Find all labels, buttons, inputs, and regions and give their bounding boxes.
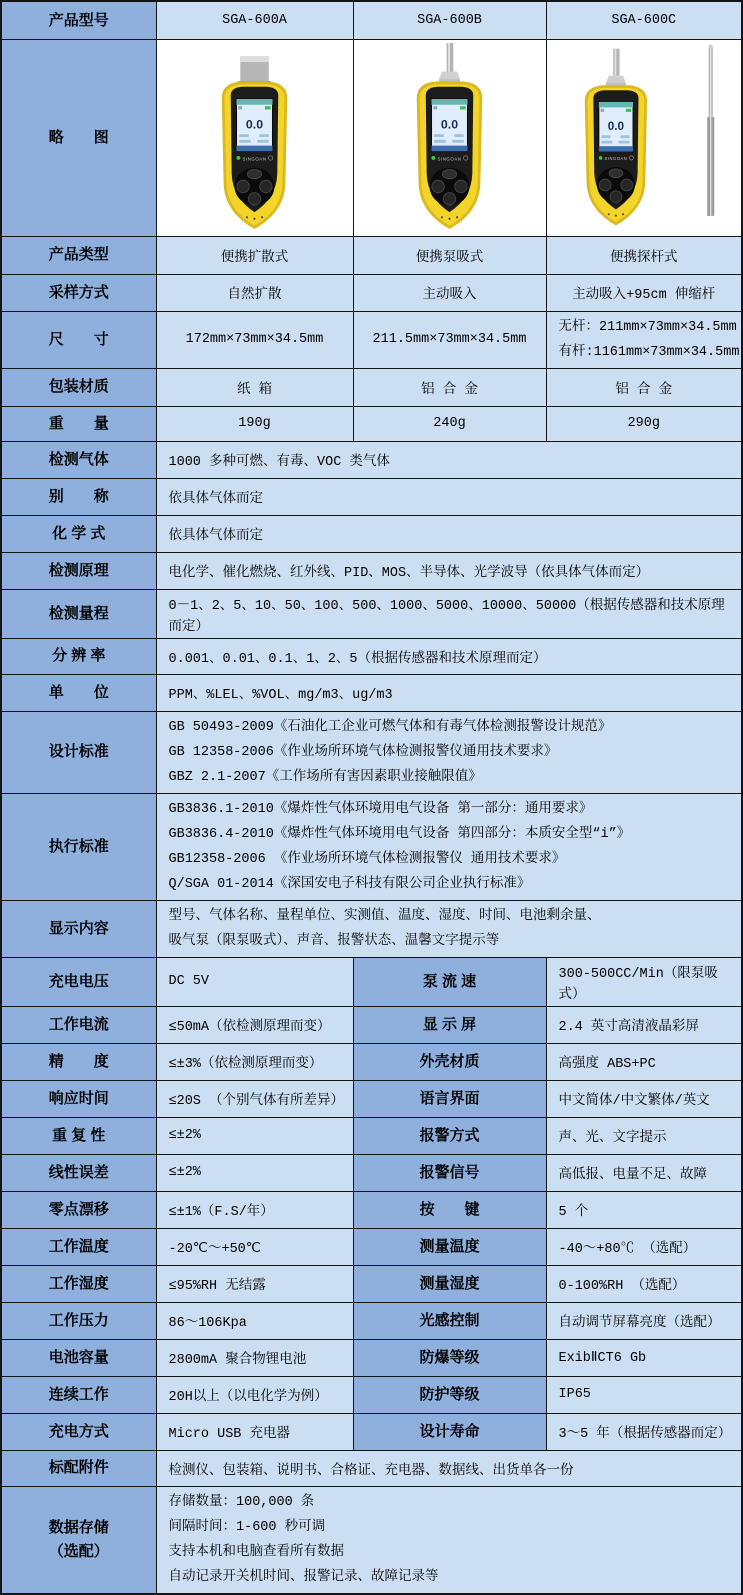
spec-value: 190g [156, 406, 353, 441]
table-row [1, 236, 742, 274]
spec-value: 铝 合 金 [353, 368, 546, 406]
spec-value: GB3836.1-2010《爆炸性气体环境用电气设备 第一部分：通用要求》 GB3836.4-2010《爆炸性气体环境用电气设备 第四部分：本质安全型“i”》 GB12358-2006 《作业场所环境气体检测报警仪 通用技术要求》 Q/SGA 01-2014《深国安电子科技有限公司企业执行标准》 [156, 793, 742, 900]
spec-value: 290g [546, 406, 742, 441]
table-row [1, 674, 742, 711]
svg-text:0.0: 0.0 [245, 117, 264, 131]
table-row [1, 1154, 742, 1191]
spec-value: 高低报、电量不足、故障 [546, 1154, 742, 1191]
spec-value: 便携扩散式 [156, 236, 353, 274]
spec-value: 便携探杆式 [546, 236, 742, 274]
spec-label: 别 称 [1, 478, 156, 515]
spec-value: 检测仪、包装箱、说明书、合格证、充电器、数据线、出货单各一份 [156, 1450, 742, 1486]
table-row [1, 1, 742, 39]
device-illustration [354, 40, 546, 235]
spec-value: ≤50mA（依检测原理而变） [156, 1006, 353, 1043]
product-image-pump [353, 39, 546, 236]
svg-text:SINGOAN: SINGOAN [604, 155, 628, 161]
spec-label: 产品型号 [1, 1, 156, 39]
spec-table-body [1, 1, 742, 1594]
table-row [1, 1339, 742, 1376]
spec-label: 尺 寸 [1, 311, 156, 368]
spec-label: 精 度 [1, 1043, 156, 1080]
spec-label: 线性误差 [1, 1154, 156, 1191]
table-row [1, 1413, 742, 1450]
table-row [1, 552, 742, 589]
spec-label: 防爆等级 [353, 1339, 546, 1376]
svg-text:0.0: 0.0 [440, 117, 459, 131]
spec-label: 连续工作 [1, 1376, 156, 1413]
spec-label: 工作温度 [1, 1228, 156, 1265]
spec-value: PPM、%LEL、%VOL、mg/m3、ug/m3 [156, 674, 742, 711]
spec-value: 5 个 [546, 1191, 742, 1228]
spec-label: 工作电流 [1, 1006, 156, 1043]
spec-value: Micro USB 充电器 [156, 1413, 353, 1450]
spec-value: 主动吸入 [353, 274, 546, 311]
spec-label: 充电方式 [1, 1413, 156, 1450]
table-row [1, 274, 742, 311]
product-image-diffusion [156, 39, 353, 236]
spec-value: 电化学、催化燃烧、红外线、PID、MOS、半导体、光学波导（依具体气体而定） [156, 552, 742, 589]
model-header-sga-600c: SGA-600C [546, 1, 742, 39]
spec-value: 无杆：211mm×73mm×34.5mm 有杆:1161mm×73mm×34.5mm [546, 311, 742, 368]
spec-label: 充电电压 [1, 957, 156, 1006]
table-row [1, 589, 742, 638]
spec-value: ≤20S （个别气体有所差异） [156, 1080, 353, 1117]
spec-value: ≤±2% [156, 1117, 353, 1154]
spec-label: 略 图 [1, 39, 156, 236]
spec-label: 检测原理 [1, 552, 156, 589]
spec-label: 检测量程 [1, 589, 156, 638]
spec-value: 高强度 ABS+PC [546, 1043, 742, 1080]
spec-value: ExibⅡCT6 Gb [546, 1339, 742, 1376]
spec-label: 设计寿命 [353, 1413, 546, 1450]
table-row [1, 39, 742, 236]
table-row [1, 368, 742, 406]
table-row [1, 406, 742, 441]
spec-label: 重 复 性 [1, 1117, 156, 1154]
table-row [1, 1302, 742, 1339]
spec-value: ≤±3%（依检测原理而变） [156, 1043, 353, 1080]
spec-value: 依具体气体而定 [156, 515, 742, 552]
spec-value: 0.001、0.01、0.1、1、2、5（根据传感器和技术原理而定） [156, 638, 742, 674]
table-row [1, 793, 742, 900]
spec-value: 211.5mm×73mm×34.5mm [353, 311, 546, 368]
table-row [1, 1265, 742, 1302]
spec-value: 20H以上（以电化学为例） [156, 1376, 353, 1413]
spec-label: 泵 流 速 [353, 957, 546, 1006]
spec-value: ≤±1%（F.S/年） [156, 1191, 353, 1228]
spec-value: -40～+80℃ （选配） [546, 1228, 742, 1265]
table-row [1, 1376, 742, 1413]
spec-label: 单 位 [1, 674, 156, 711]
spec-value: 声、光、文字提示 [546, 1117, 742, 1154]
gas-detector-device [187, 43, 322, 233]
table-row [1, 478, 742, 515]
spec-value: 0－1、2、5、10、50、100、500、1000、5000、10000、50000（根据传感器和技术原理而定） [156, 589, 742, 638]
spec-value: 3～5 年（根据传感器而定） [546, 1413, 742, 1450]
spec-value: 1000 多种可燃、有毒、VOC 类气体 [156, 441, 742, 478]
table-row [1, 1117, 742, 1154]
spec-label: 按 键 [353, 1191, 546, 1228]
model-header-sga-600a: SGA-600A [156, 1, 353, 39]
spec-label: 标配附件 [1, 1450, 156, 1486]
spec-label: 响应时间 [1, 1080, 156, 1117]
spec-label: 数据存储 （选配） [1, 1486, 156, 1594]
spec-label: 零点漂移 [1, 1191, 156, 1228]
spec-value: 自动调节屏幕亮度（选配） [546, 1302, 742, 1339]
spec-label: 包装材质 [1, 368, 156, 406]
spec-label: 工作湿度 [1, 1265, 156, 1302]
spec-value: 便携泵吸式 [353, 236, 546, 274]
spec-value: 型号、气体名称、量程单位、实测值、温度、湿度、时间、电池剩余量、 吸气泵（限泵吸式）、声音、报警状态、温馨文字提示等 [156, 900, 742, 957]
spec-value: -20℃～+50℃ [156, 1228, 353, 1265]
gas-detector-with-telescopic-rod [555, 43, 733, 233]
spec-value: 存储数量：100,000 条 间隔时间：1-600 秒可调 支持本机和电脑查看所有数据 自动记录开关机时间、报警记录、故障记录等 [156, 1486, 742, 1594]
table-row [1, 900, 742, 957]
spec-value: 铝 合 金 [546, 368, 742, 406]
svg-text:SINGOAN: SINGOAN [437, 155, 462, 161]
spec-label: 报警信号 [353, 1154, 546, 1191]
svg-text:0.0: 0.0 [607, 119, 624, 133]
spec-value: 240g [353, 406, 546, 441]
table-row [1, 638, 742, 674]
spec-value: ≤±2% [156, 1154, 353, 1191]
spec-label: 语言界面 [353, 1080, 546, 1117]
spec-label: 重 量 [1, 406, 156, 441]
spec-label: 产品类型 [1, 236, 156, 274]
spec-value: 纸 箱 [156, 368, 353, 406]
table-row [1, 311, 742, 368]
spec-value: 依具体气体而定 [156, 478, 742, 515]
table-row [1, 1191, 742, 1228]
table-row [1, 711, 742, 793]
table-row [1, 1043, 742, 1080]
spec-value: DC 5V [156, 957, 353, 1006]
spec-value: 2.4 英寸高清液晶彩屏 [546, 1006, 742, 1043]
spec-value: ≤95%RH 无结露 [156, 1265, 353, 1302]
table-row [1, 1486, 742, 1594]
spec-value: 自然扩散 [156, 274, 353, 311]
spec-value: 主动吸入+95cm 伸缩杆 [546, 274, 742, 311]
table-row [1, 957, 742, 1006]
spec-label: 光感控制 [353, 1302, 546, 1339]
spec-value: 中文简体/中文繁体/英文 [546, 1080, 742, 1117]
spec-label: 采样方式 [1, 274, 156, 311]
device-illustration [157, 40, 353, 235]
spec-label: 检测气体 [1, 441, 156, 478]
spec-label: 电池容量 [1, 1339, 156, 1376]
spec-value: 300-500CC/Min（限泵吸式） [546, 957, 742, 1006]
spec-label: 防护等级 [353, 1376, 546, 1413]
table-row [1, 515, 742, 552]
spec-label: 外壳材质 [353, 1043, 546, 1080]
table-row [1, 441, 742, 478]
spec-label: 分 辨 率 [1, 638, 156, 674]
table-row [1, 1450, 742, 1486]
table-row [1, 1228, 742, 1265]
spec-value: 0-100%RH （选配） [546, 1265, 742, 1302]
spec-label: 测量温度 [353, 1228, 546, 1265]
spec-label: 显示内容 [1, 900, 156, 957]
spec-value: GB 50493-2009《石油化工企业可燃气体和有毒气体检测报警设计规范》 GB 12358-2006《作业场所环境气体检测报警仪通用技术要求》 GBZ 2.1-2007《工作场所有害因素职业接触限值》 [156, 711, 742, 793]
spec-label: 设计标准 [1, 711, 156, 793]
spec-label: 报警方式 [353, 1117, 546, 1154]
device-illustration [547, 40, 742, 235]
spec-label: 测量湿度 [353, 1265, 546, 1302]
table-row [1, 1006, 742, 1043]
spec-value: IP65 [546, 1376, 742, 1413]
spec-label: 工作压力 [1, 1302, 156, 1339]
product-image-probe [546, 39, 742, 236]
gas-detector-device [382, 43, 517, 233]
svg-text:SINGOAN: SINGOAN [242, 155, 267, 161]
spec-value: 86～106Kpa [156, 1302, 353, 1339]
spec-value: 172mm×73mm×34.5mm [156, 311, 353, 368]
spec-value: 2800mA 聚合物锂电池 [156, 1339, 353, 1376]
spec-label: 显 示 屏 [353, 1006, 546, 1043]
table-row [1, 1080, 742, 1117]
model-header-sga-600b: SGA-600B [353, 1, 546, 39]
spec-label: 化 学 式 [1, 515, 156, 552]
spec-label: 执行标准 [1, 793, 156, 900]
